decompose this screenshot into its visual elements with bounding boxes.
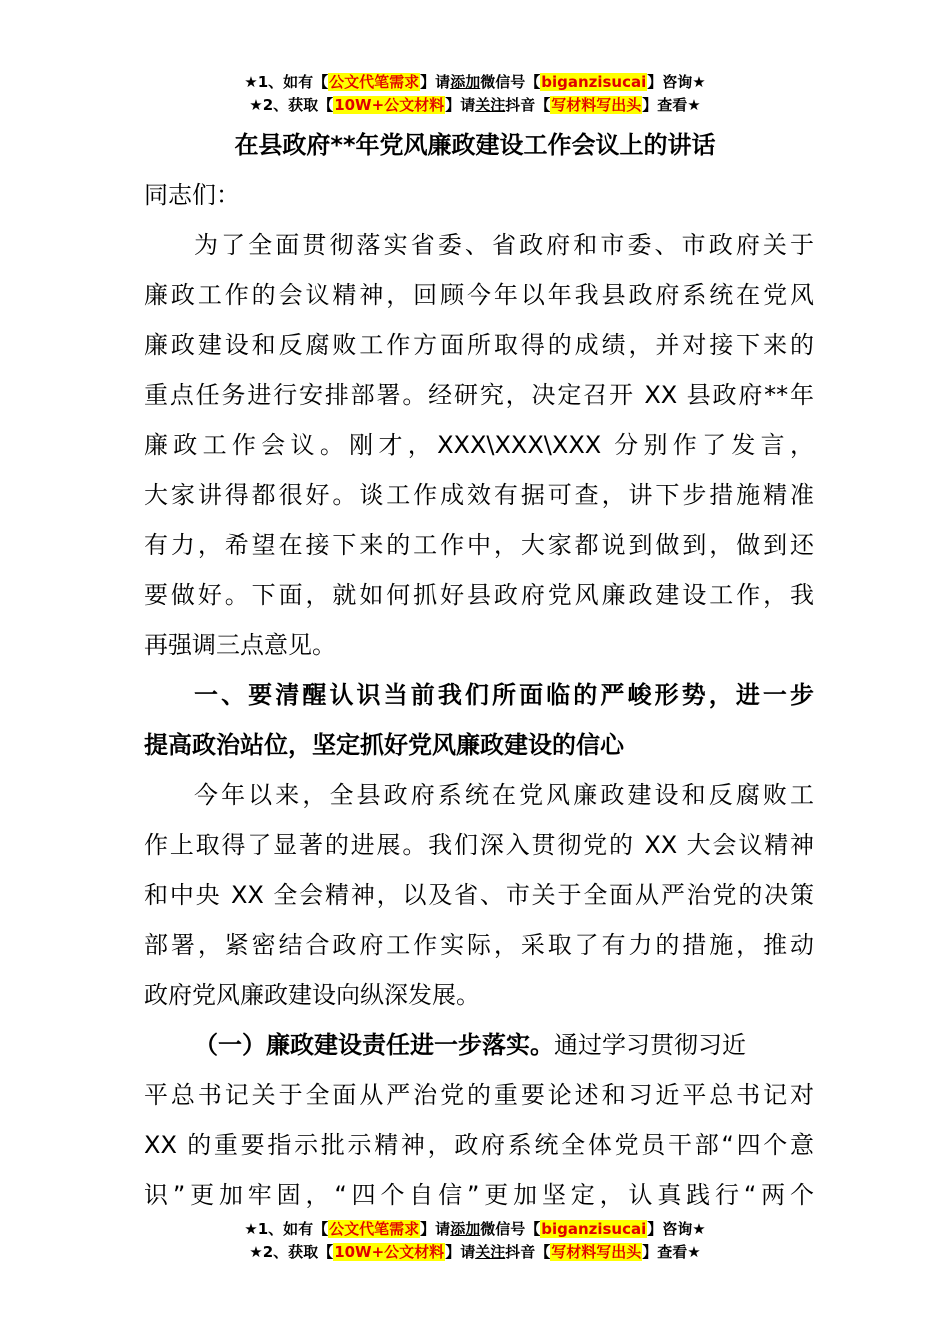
paragraph-line: 政府党风廉政建设向纵深发展。: [144, 981, 480, 1009]
ad-highlight: biganzisucai: [541, 1220, 647, 1238]
paragraph-line: 有力，希望在接下来的工作中，大家都说到做到，做到还: [144, 531, 814, 559]
paragraph-line: 要做好。下面，就如何抓好县政府党风廉政建设工作，我: [144, 581, 814, 609]
ad-text: 】查看★: [642, 1243, 701, 1261]
ad-highlight: 写材料写出头: [551, 96, 642, 114]
ad-text: ★1、如有【: [244, 73, 329, 91]
ad-underlined: 添加: [450, 73, 481, 91]
subsection-line: [194, 1028, 814, 1062]
paragraph-line: 部署，紧密结合政府工作实际，采取了有力的措施，推动: [144, 931, 814, 959]
ad-text: 微信号【: [480, 1220, 541, 1238]
ad-underlined: 关注: [475, 1243, 506, 1261]
ad-highlight: 10W+公文材料: [334, 96, 445, 114]
paragraph-line: 今年以来，全县政府系统在党风廉政建设和反腐败工: [194, 781, 814, 809]
ad-text: 微信号【: [480, 73, 541, 91]
ad-text: 】请: [420, 73, 451, 91]
paragraph-line: 廉政建设和反腐败工作方面所取得的成绩，并对接下来的: [144, 331, 814, 359]
ad-line-1-bottom: [0, 1219, 950, 1239]
subsection-heading: （一）廉政建设责任进一步落实。: [194, 1031, 554, 1059]
paragraph-line: 大家讲得都很好。谈工作成效有据可查，讲下步措施精准: [144, 481, 814, 509]
paragraph-line: 识”更加牢固，“四个自信”更加坚定，认真践行“两个: [144, 1181, 814, 1209]
ad-text: ★2、获取【: [249, 96, 334, 114]
paragraph-line: 再强调三点意见。: [144, 631, 336, 659]
paragraph-line: 廉政工作的会议精神，回顾今年以年我县政府系统在党风: [144, 281, 814, 309]
ad-text: 】查看★: [642, 96, 701, 114]
paragraph-line: 平总书记关于全面从严治党的重要论述和习近平总书记对: [144, 1081, 814, 1109]
ad-highlight: biganzisucai: [541, 73, 647, 91]
ad-text: 抖音【: [505, 96, 551, 114]
salutation: 同志们：: [144, 181, 240, 209]
ad-highlight: 10W+公文材料: [334, 1243, 445, 1261]
ad-highlight: 写材料写出头: [551, 1243, 642, 1261]
paragraph-line: 为了全面贯彻落实省委、省政府和市委、市政府关于: [194, 231, 814, 259]
paragraph-line: 和中央 XX 全会精神，以及省、市关于全面从严治党的决策: [144, 881, 814, 909]
section-heading-line: 提高政治站位，坚定抓好党风廉政建设的信心: [144, 731, 624, 759]
ad-underlined: 关注: [475, 96, 506, 114]
paragraph-line: 作上取得了显著的进展。我们深入贯彻党的 XX 大会议精神: [144, 831, 814, 859]
document-title: 在县政府**年党风廉政建设工作会议上的讲话: [234, 131, 716, 159]
ad-text: ★1、如有【: [244, 1220, 329, 1238]
section-heading-line: 一、要清醒认识当前我们所面临的严峻形势，进一步: [194, 681, 814, 709]
subsection-text: 通过学习贯彻习近: [554, 1031, 746, 1059]
ad-text: 】请: [445, 96, 476, 114]
ad-highlight: 公文代笔需求: [329, 73, 420, 91]
ad-line-2-top: [0, 95, 950, 115]
ad-text: 】咨询★: [647, 73, 706, 91]
ad-text: ★2、获取【: [249, 1243, 334, 1261]
ad-text: 】请: [420, 1220, 451, 1238]
ad-line-1-top: [0, 72, 950, 92]
ad-text: 抖音【: [505, 1243, 551, 1261]
ad-text: 】请: [445, 1243, 476, 1261]
paragraph-line: 重点任务进行安排部署。经研究，决定召开 XX 县政府**年: [144, 381, 814, 409]
ad-underlined: 添加: [450, 1220, 481, 1238]
ad-highlight: 公文代笔需求: [329, 1220, 420, 1238]
paragraph-line: 廉政工作会议。刚才，XXX\XXX\XXX 分别作了发言，: [144, 431, 814, 459]
ad-text: 】咨询★: [647, 1220, 706, 1238]
paragraph-line: XX 的重要指示批示精神，政府系统全体党员干部“四个意: [144, 1131, 814, 1159]
ad-line-2-bottom: [0, 1242, 950, 1262]
